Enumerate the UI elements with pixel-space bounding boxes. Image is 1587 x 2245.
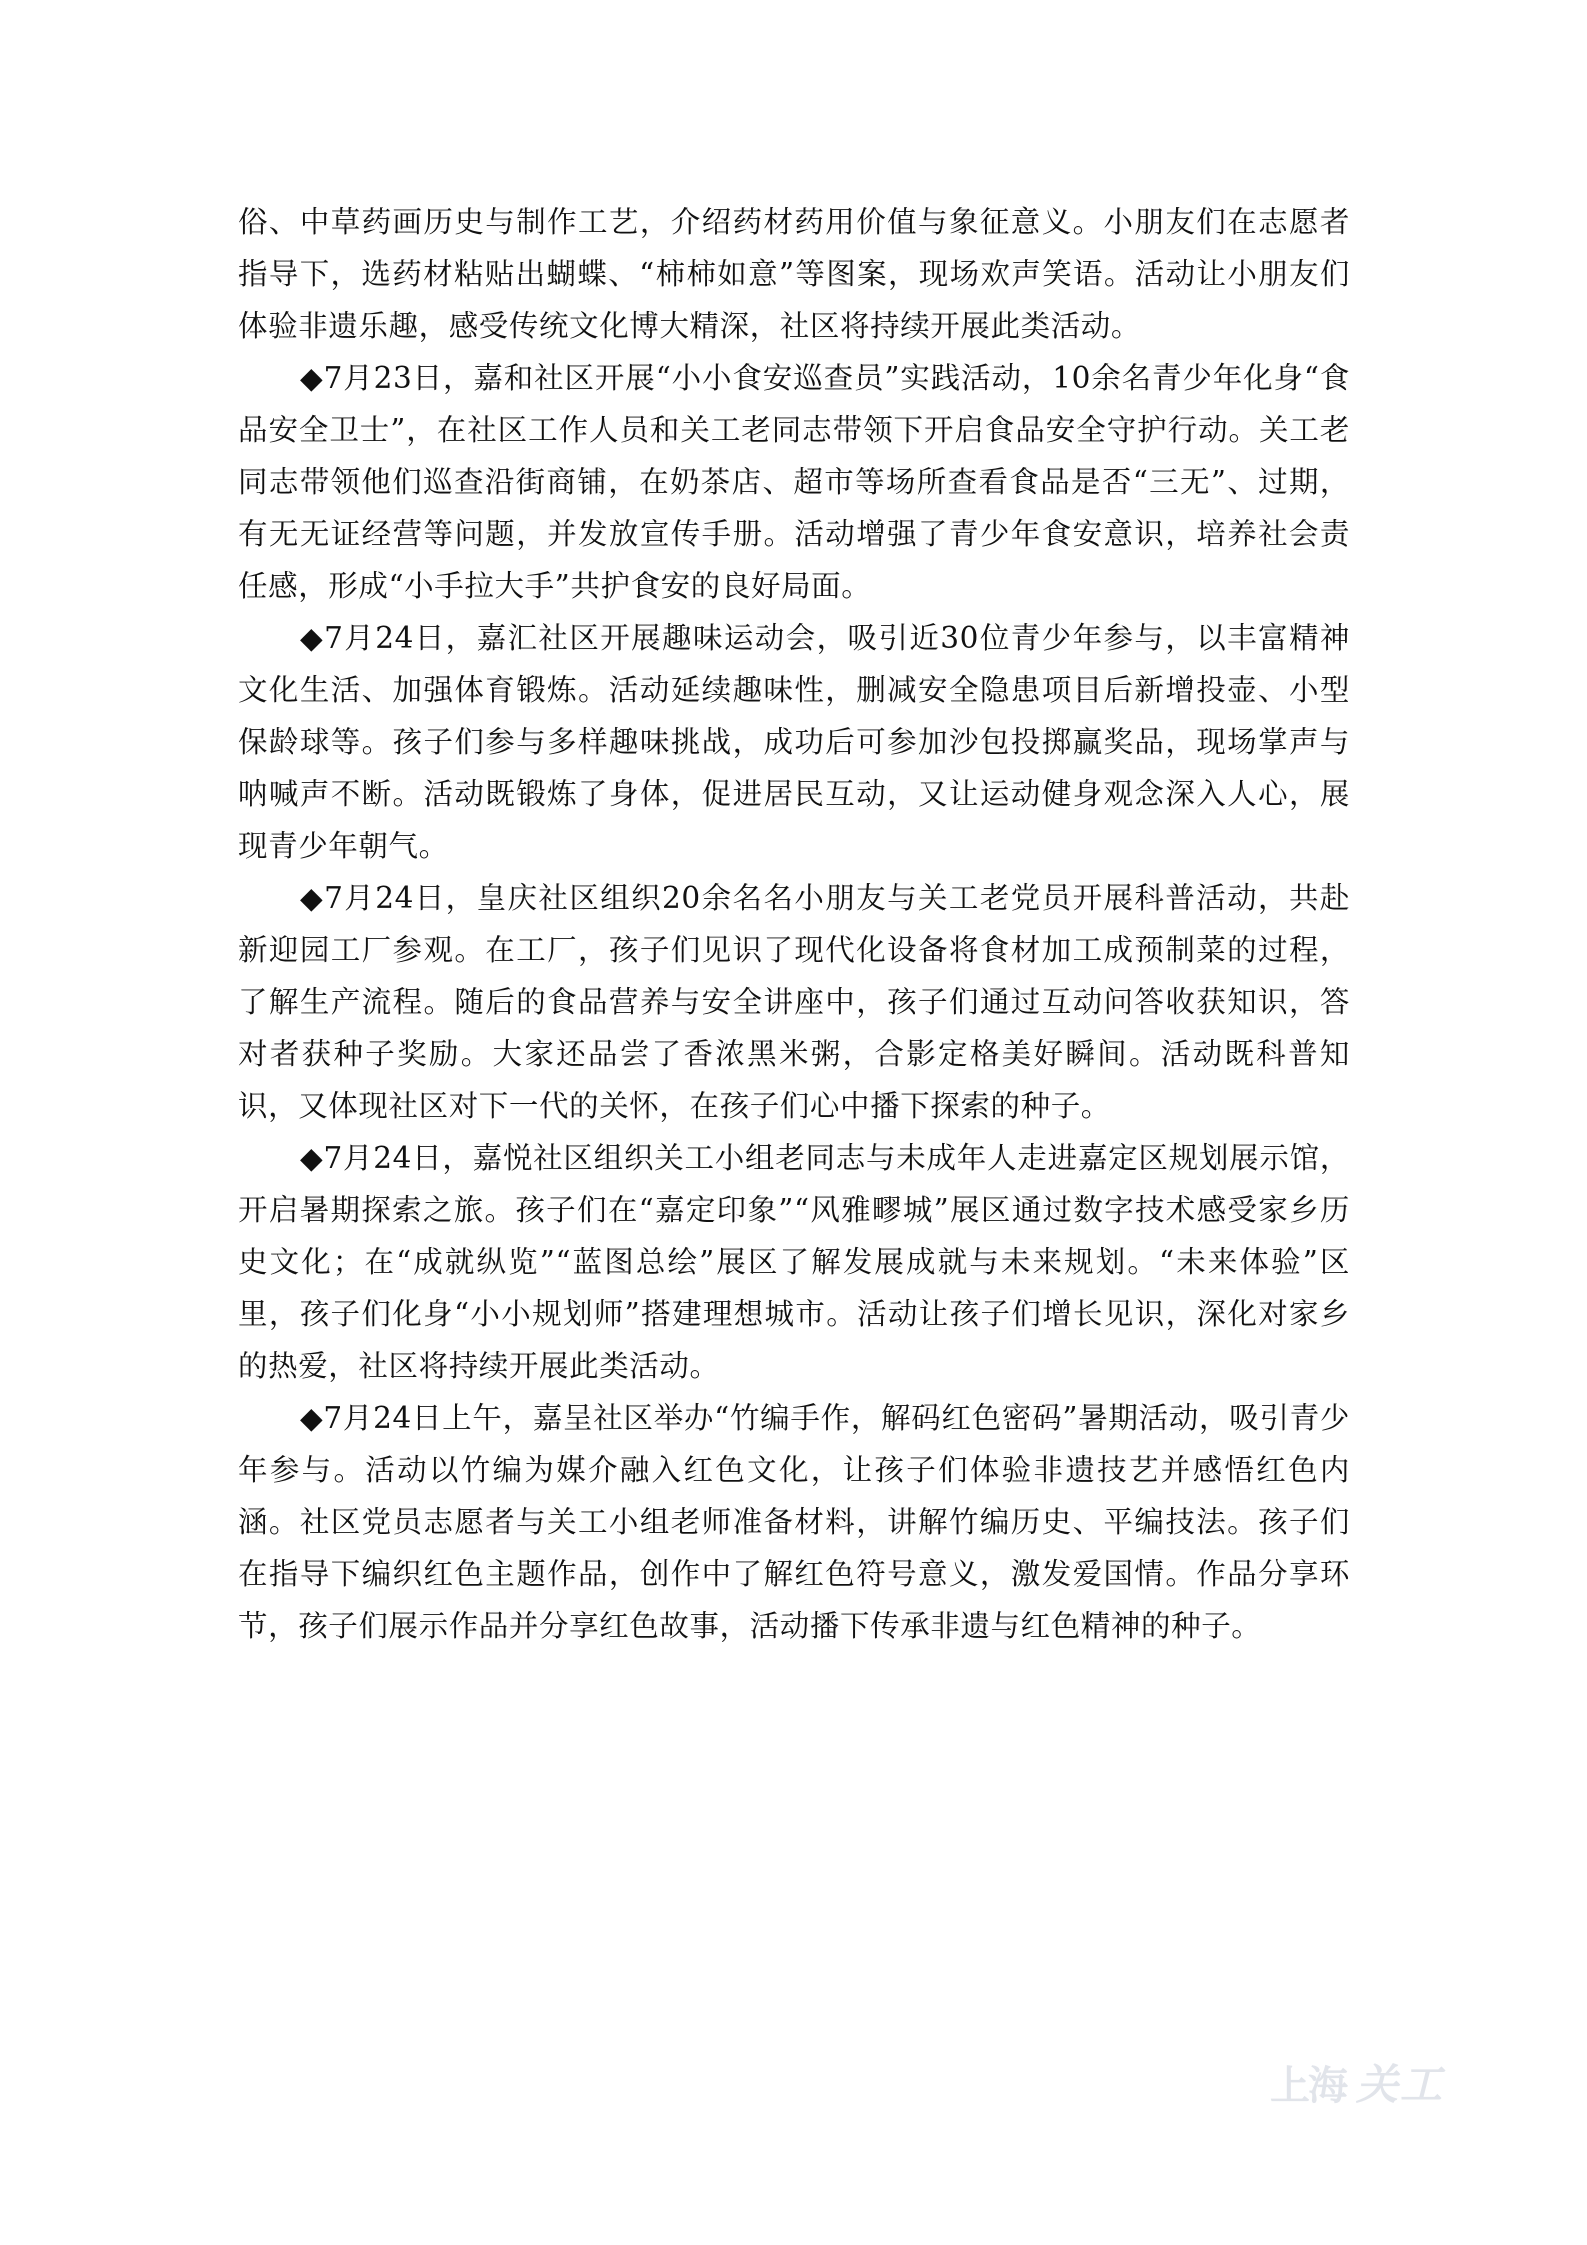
paragraph-1: 俗、中草药画历史与制作工艺，介绍药材药用价值与象征意义。小朋友们在志愿者指导下，选药材粘贴出蝴蝶、“柿柿如意”等图案，现场欢声笑语。活动让小朋友们体验非遗乐趣，感受传统文化博大精深，社区将持续开展此类活动。 [238, 205, 1350, 343]
watermark-text-shanghai: 上海 [1270, 2062, 1346, 2109]
paragraph-4: ◆7月24日，皇庆社区组织20余名名小朋友与关工老党员开展科普活动，共赴新迎园工厂参观。在工厂，孩子们见识了现代化设备将食材加工成预制菜的过程，了解生产流程。随后的食品营养与安全讲座中，孩子们通过互动问答收获知识，答对者获种子奖励。大家还品尝了香浓黑米粥，合影定格美好瞬间。活动既科普知识，又体现社区对下一代的关怀，在孩子们心中播下探索的种子。 [238, 881, 1350, 1123]
paragraph-3: ◆7月24日，嘉汇社区开展趣味运动会，吸引近30位青少年参与，以丰富精神文化生活、加强体育锻炼。活动延续趣味性，删减安全隐患项目后新增投壶、小型保龄球等。孩子们参与多样趣味挑战，成功后可参加沙包投掷赢奖品，现场掌声与呐喊声不断。活动既锻炼了身体，促进居民互动，又让运动健身观念深入人心，展现青少年朝气。 [238, 621, 1350, 863]
paragraph-5: ◆7月24日，嘉悦社区组织关工小组老同志与未成年人走进嘉定区规划展示馆，开启暑期探索之旅。孩子们在“嘉定印象”“风雅疁城”展区通过数字技术感受家乡历史文化；在“成就纵览”“蓝图总绘”展区了解发展成就与未来规划。“未来体验”区里，孩子们化身“小小规划师”搭建理想城市。活动让孩子们增长见识，深化对家乡的热爱，社区将持续开展此类活动。 [238, 1141, 1350, 1383]
paragraph-6: ◆7月24日上午，嘉呈社区举办“竹编手作，解码红色密码”暑期活动，吸引青少年参与。活动以竹编为媒介融入红色文化，让孩子们体验非遗技艺并感悟红色内涵。社区党员志愿者与关工小组老师准备材料，讲解竹编历史、平编技法。孩子们在指导下编织红色主题作品，创作中了解红色符号意义，激发爱国情。作品分享环节，孩子们展示作品并分享红色故事，活动播下传承非遗与红色精神的种子。 [238, 1401, 1350, 1643]
document-page [238, 196, 1350, 1652]
watermark-text-guangong: 关工 [1356, 2060, 1445, 2109]
watermark-logo [1270, 2052, 1470, 2112]
paragraph-2: ◆7月23日，嘉和社区开展“小小食安巡查员”实践活动，10余名青少年化身“食品安全卫士”，在社区工作人员和关工老同志带领下开启食品安全守护行动。关工老同志带领他们巡查沿街商铺，在奶茶店、超市等场所查看食品是否“三无”、过期，有无无证经营等问题，并发放宣传手册。活动增强了青少年食安意识，培养社会责任感，形成“小手拉大手”共护食安的良好局面。 [238, 361, 1350, 603]
